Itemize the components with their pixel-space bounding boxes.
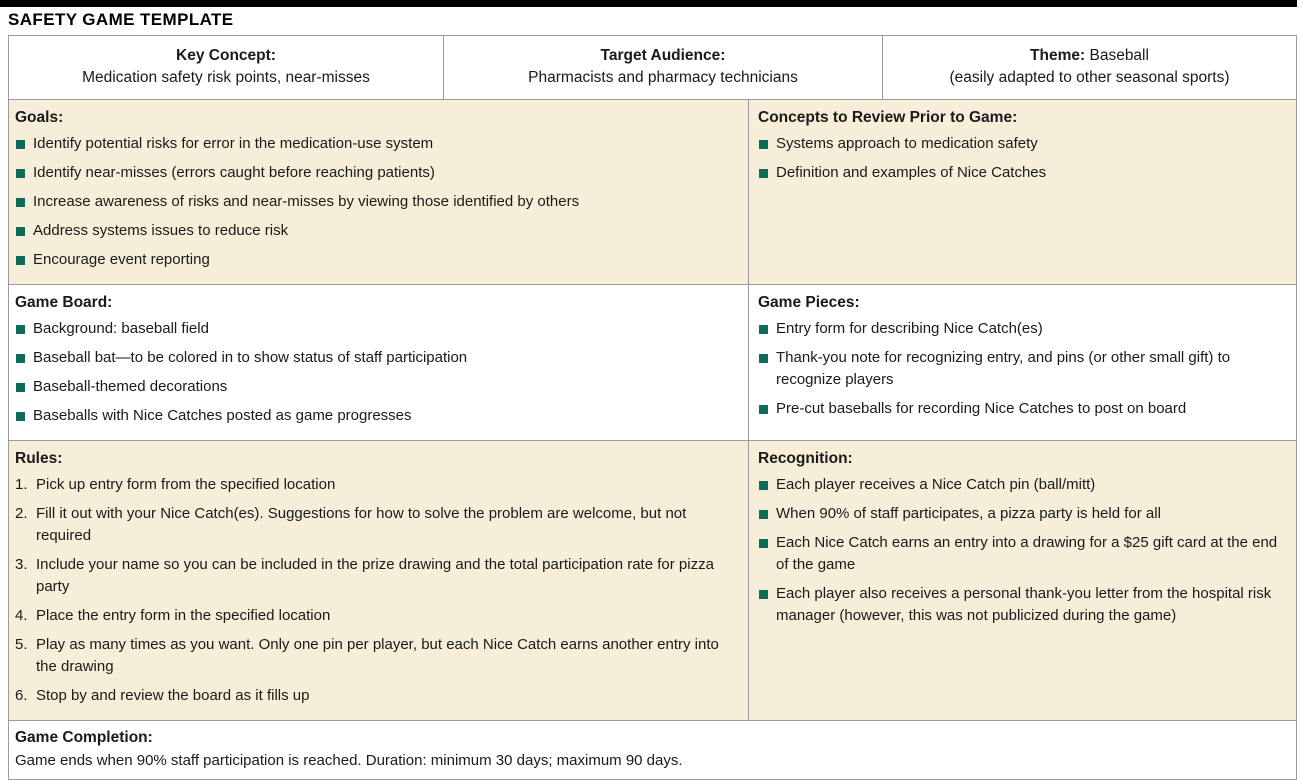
game-board-row: [9, 284, 1296, 440]
page-title: SAFETY GAME TEMPLATE: [8, 10, 234, 29]
bullet-square-icon: [759, 481, 768, 490]
top-rule: [0, 0, 1297, 7]
item-text: Definition and examples of Nice Catches: [776, 164, 1047, 181]
item-text: Play as many times as you want. Only one pin per player, but each Nice Catch earns another entry into the drawing: [36, 636, 719, 675]
item-text: Identify near-misses (errors caught before reaching patients): [33, 164, 435, 181]
rules-row: [9, 440, 1296, 720]
list-item: [758, 162, 1286, 184]
list-item: [15, 605, 738, 627]
item-text: Encourage event reporting: [33, 251, 210, 268]
bullet-square-icon: [759, 354, 768, 363]
list-item: [15, 376, 738, 398]
item-text: Include your name so you can be included in the prize drawing and the total participation rate for pizza party: [36, 556, 714, 595]
game-board-list: [15, 318, 738, 427]
recognition-cell: [749, 441, 1296, 720]
table-header-row: [9, 36, 1296, 99]
list-item: [15, 554, 738, 598]
recognition-list: [758, 474, 1286, 627]
bullet-square-icon: [16, 140, 25, 149]
item-text: Thank-you note for recognizing entry, and pins (or other small gift) to recognize players: [776, 349, 1231, 388]
bullet-square-icon: [16, 383, 25, 392]
list-item: [15, 634, 738, 678]
bullet-square-icon: [16, 325, 25, 334]
bullet-square-icon: [16, 256, 25, 265]
theme-note: (easily adapted to other seasonal sports): [949, 69, 1230, 86]
list-item: [758, 532, 1286, 576]
item-text: When 90% of staff participates, a pizza party is held for all: [776, 505, 1161, 522]
rules-title: Rules:: [15, 450, 63, 467]
item-text: Increase awareness of risks and near-misses by viewing those identified by others: [33, 193, 580, 210]
game-completion-row: [9, 720, 1296, 779]
target-audience-label: Target Audience:: [600, 47, 726, 64]
list-item: [758, 474, 1286, 496]
item-text: Address systems issues to reduce risk: [33, 222, 289, 239]
list-item: [15, 249, 738, 271]
list-item: [758, 583, 1286, 627]
list-item: [15, 347, 738, 369]
item-text: Fill it out with your Nice Catch(es). Suggestions for how to solve the problem are welcome, but not required: [36, 505, 687, 544]
list-item: [15, 191, 738, 213]
list-item: [758, 318, 1286, 340]
item-text: Identify potential risks for error in the medication-use system: [33, 135, 434, 152]
game-pieces-list: [758, 318, 1286, 420]
item-text: Systems approach to medication safety: [776, 135, 1038, 152]
game-board-title: Game Board:: [15, 294, 113, 311]
theme-line: [893, 45, 1286, 67]
key-concept-label: Key Concept:: [176, 47, 276, 64]
item-number: 3.: [15, 556, 28, 573]
game-completion-text: Game ends when 90% staff participation is reached. Duration: minimum 30 days; maximum 90 days.: [15, 752, 683, 769]
list-item: [15, 318, 738, 340]
theme-cell: [882, 36, 1296, 99]
theme-label: Theme:: [1030, 47, 1086, 64]
bullet-square-icon: [16, 227, 25, 236]
goals-cell: [9, 100, 749, 284]
item-number: 6.: [15, 687, 28, 704]
target-audience-cell: [443, 36, 882, 99]
bullet-square-icon: [759, 510, 768, 519]
list-item: [758, 398, 1286, 420]
safety-game-table: [8, 35, 1297, 780]
item-text: Pick up entry form from the specified location: [36, 476, 336, 493]
bullet-square-icon: [759, 325, 768, 334]
item-text: Each player also receives a personal thank-you letter from the hospital risk manager (however, this was not publicized during the game): [776, 585, 1272, 624]
rules-cell: [9, 441, 749, 720]
list-item: [15, 220, 738, 242]
list-item: [758, 503, 1286, 525]
list-item: [15, 162, 738, 184]
goals-title: Goals:: [15, 109, 64, 126]
list-item: [758, 133, 1286, 155]
game-board-cell: [9, 285, 749, 440]
bullet-square-icon: [759, 539, 768, 548]
item-text: Baseball-themed decorations: [33, 378, 228, 395]
item-number: 2.: [15, 505, 28, 522]
bullet-square-icon: [759, 590, 768, 599]
bullet-square-icon: [759, 140, 768, 149]
rules-list: [15, 474, 738, 707]
item-text: Pre-cut baseballs for recording Nice Catches to post on board: [776, 400, 1187, 417]
list-item: [15, 474, 738, 496]
item-number: 5.: [15, 636, 28, 653]
concepts-title: Concepts to Review Prior to Game:: [758, 109, 1018, 126]
theme-value: Baseball: [1089, 47, 1149, 64]
concepts-list: [758, 133, 1286, 184]
game-completion-title: Game Completion:: [15, 729, 153, 746]
bullet-square-icon: [16, 198, 25, 207]
list-item: [758, 347, 1286, 391]
bullet-square-icon: [16, 169, 25, 178]
concepts-cell: [749, 100, 1296, 284]
bullet-square-icon: [759, 169, 768, 178]
item-text: Each Nice Catch earns an entry into a drawing for a $25 gift card at the end of the game: [776, 534, 1278, 573]
item-text: Place the entry form in the specified location: [36, 607, 331, 624]
key-concept-cell: [9, 36, 443, 99]
item-text: Each player receives a Nice Catch pin (ball/mitt): [776, 476, 1096, 493]
item-number: 1.: [15, 476, 28, 493]
item-text: Entry form for describing Nice Catch(es): [776, 320, 1043, 337]
list-item: [15, 405, 738, 427]
game-pieces-title: Game Pieces:: [758, 294, 860, 311]
item-number: 4.: [15, 607, 28, 624]
item-text: Background: baseball field: [33, 320, 209, 337]
goals-row: [9, 99, 1296, 284]
target-audience-value: Pharmacists and pharmacy technicians: [528, 69, 798, 86]
item-text: Stop by and review the board as it fills up: [36, 687, 310, 704]
list-item: [15, 133, 738, 155]
recognition-title: Recognition:: [758, 450, 853, 467]
key-concept-value: Medication safety risk points, near-misses: [82, 69, 370, 86]
bullet-square-icon: [759, 405, 768, 414]
bullet-square-icon: [16, 354, 25, 363]
list-item: [15, 503, 738, 547]
goals-list: [15, 133, 738, 271]
list-item: [15, 685, 738, 707]
game-completion-cell: [9, 721, 1296, 777]
bullet-square-icon: [16, 412, 25, 421]
item-text: Baseballs with Nice Catches posted as game progresses: [33, 407, 412, 424]
item-text: Baseball bat—to be colored in to show status of staff participation: [33, 349, 468, 366]
game-pieces-cell: [749, 285, 1296, 440]
